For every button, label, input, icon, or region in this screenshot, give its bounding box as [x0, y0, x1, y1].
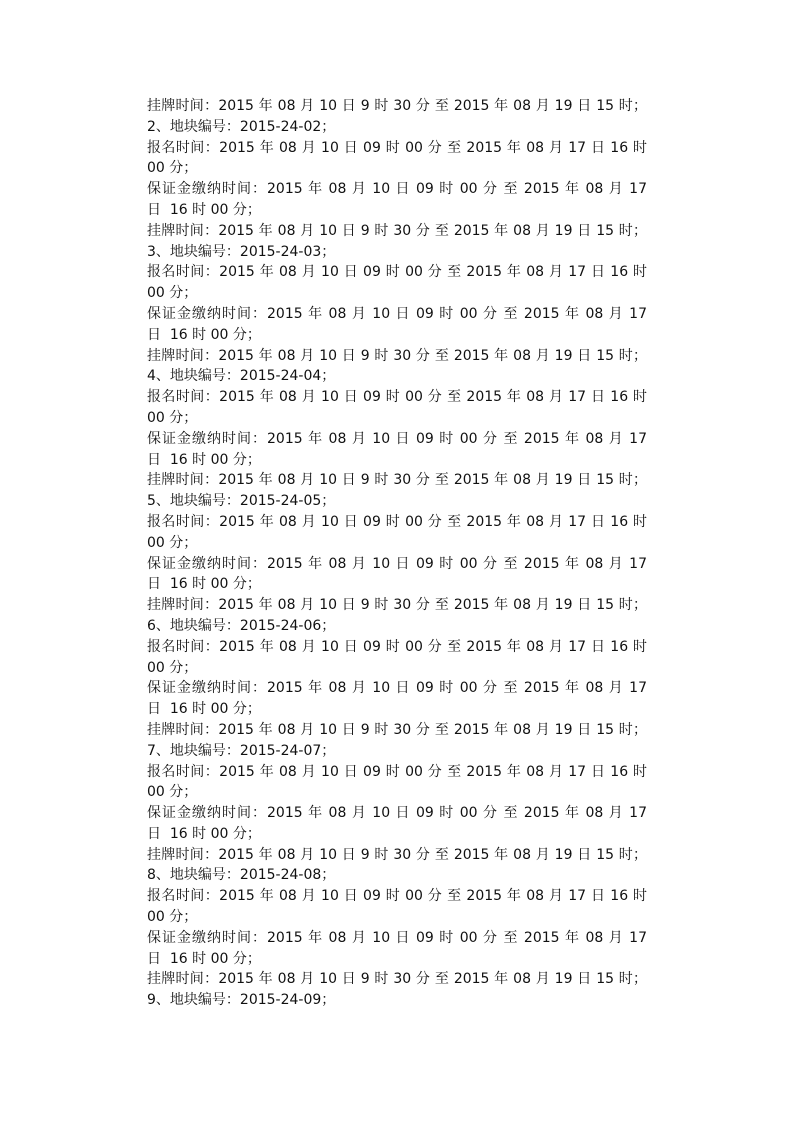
- parcel-number-line: 4、地块编号：2015-24-04；: [147, 368, 336, 385]
- listing-time-line: 挂牌时间：2015 年 08 月 10 日 9 时 30 分 至 2015 年 08 月 19 日 15 时；: [147, 222, 647, 239]
- listing-time-line: 挂牌时间：2015 年 08 月 10 日 9 时 30 分 至 2015 年 08 月 19 日 15 时；: [147, 721, 647, 738]
- listing-time-line: 挂牌时间：2015 年 08 月 10 日 9 时 30 分 至 2015 年 08 月 19 日 15 时；: [147, 98, 647, 114]
- document-body: [147, 96, 647, 1011]
- deposit-time-continuation: 日 16 时 00 分；: [147, 825, 261, 842]
- deposit-time-line: 保证金缴纳时间：2015 年 08 月 10 日 09 时 00 分 至 2015 年 08 月 17: [147, 929, 647, 946]
- deposit-time-line: 保证金缴纳时间：2015 年 08 月 10 日 09 时 00 分 至 2015 年 08 月 17: [147, 305, 647, 322]
- registration-time-line: 报名时间：2015 年 08 月 10 日 09 时 00 分 至 2015 年 08 月 17 日 16 时: [147, 389, 647, 406]
- listing-time-line: 挂牌时间：2015 年 08 月 10 日 9 时 30 分 至 2015 年 08 月 19 日 15 时；: [147, 472, 647, 489]
- registration-time-continuation: 00 分；: [147, 909, 198, 926]
- parcel-number-line: 5、地块编号：2015-24-05；: [147, 493, 336, 510]
- deposit-time-line: 保证金缴纳时间：2015 年 08 月 10 日 09 时 00 分 至 2015 年 08 月 17: [147, 555, 647, 572]
- deposit-time-continuation: 日 16 时 00 分；: [147, 950, 261, 967]
- registration-time-continuation: 00 分；: [147, 285, 198, 302]
- deposit-time-continuation: 日 16 时 00 分；: [147, 201, 261, 218]
- registration-time-line: 报名时间：2015 年 08 月 10 日 09 时 00 分 至 2015 年 08 月 17 日 16 时: [147, 638, 647, 655]
- parcel-number-line: 9、地块编号：2015-24-09；: [147, 992, 336, 1009]
- registration-time-continuation: 00 分；: [147, 160, 198, 177]
- listing-time-line: 挂牌时间：2015 年 08 月 10 日 9 时 30 分 至 2015 年 08 月 19 日 15 时；: [147, 597, 647, 614]
- registration-time-line: 报名时间：2015 年 08 月 10 日 09 时 00 分 至 2015 年 08 月 17 日 16 时: [147, 139, 647, 156]
- registration-time-continuation: 00 分；: [147, 409, 198, 426]
- registration-time-line: 报名时间：2015 年 08 月 10 日 09 时 00 分 至 2015 年 08 月 17 日 16 时: [147, 763, 647, 780]
- registration-time-continuation: 00 分；: [147, 534, 198, 551]
- deposit-time-continuation: 日 16 时 00 分；: [147, 451, 261, 468]
- listing-time-line: 挂牌时间：2015 年 08 月 10 日 9 时 30 分 至 2015 年 08 月 19 日 15 时；: [147, 971, 647, 988]
- registration-time-line: 报名时间：2015 年 08 月 10 日 09 时 00 分 至 2015 年 08 月 17 日 16 时: [147, 264, 647, 281]
- deposit-time-line: 保证金缴纳时间：2015 年 08 月 10 日 09 时 00 分 至 2015 年 08 月 17: [147, 181, 647, 198]
- deposit-time-line: 保证金缴纳时间：2015 年 08 月 10 日 09 时 00 分 至 2015 年 08 月 17: [147, 805, 647, 822]
- deposit-time-continuation: 日 16 时 00 分；: [147, 576, 261, 593]
- registration-time-line: 报名时间：2015 年 08 月 10 日 09 时 00 分 至 2015 年 08 月 17 日 16 时: [147, 888, 647, 905]
- deposit-time-line: 保证金缴纳时间：2015 年 08 月 10 日 09 时 00 分 至 2015 年 08 月 17: [147, 680, 647, 697]
- parcel-number-line: 8、地块编号：2015-24-08；: [147, 867, 336, 884]
- registration-time-continuation: 00 分；: [147, 784, 198, 801]
- listing-time-line: 挂牌时间：2015 年 08 月 10 日 9 时 30 分 至 2015 年 08 月 19 日 15 时；: [147, 347, 647, 364]
- parcel-number-line: 3、地块编号：2015-24-03；: [147, 243, 336, 260]
- deposit-time-line: 保证金缴纳时间：2015 年 08 月 10 日 09 时 00 分 至 2015 年 08 月 17: [147, 430, 647, 447]
- listing-time-line: 挂牌时间：2015 年 08 月 10 日 9 时 30 分 至 2015 年 08 月 19 日 15 时；: [147, 846, 647, 863]
- registration-time-continuation: 00 分；: [147, 659, 198, 676]
- parcel-number-line: 7、地块编号：2015-24-07；: [147, 742, 336, 759]
- parcel-number-line: 2、地块编号：2015-24-02；: [147, 118, 336, 135]
- parcel-number-line: 6、地块编号：2015-24-06；: [147, 617, 336, 634]
- deposit-time-continuation: 日 16 时 00 分；: [147, 326, 261, 343]
- deposit-time-continuation: 日 16 时 00 分；: [147, 701, 261, 718]
- registration-time-line: 报名时间：2015 年 08 月 10 日 09 时 00 分 至 2015 年 08 月 17 日 16 时: [147, 513, 647, 530]
